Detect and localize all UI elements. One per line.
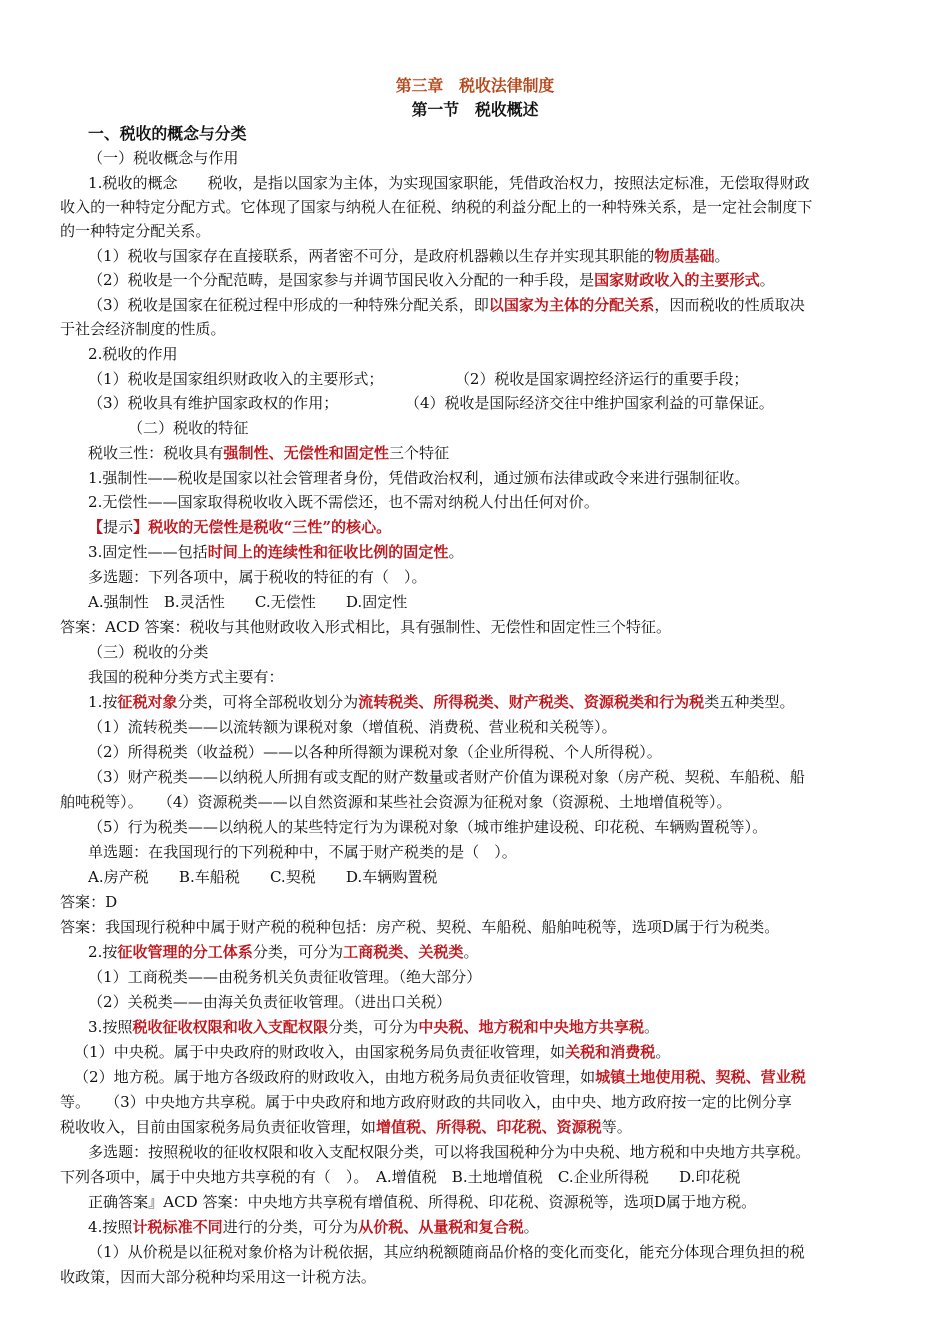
class-3-central: （1）中央税。属于中央政府的财政收入，由国家税务局负责征收管理，如关税和消费税。 (74, 1043, 671, 1061)
classification-intro: 我国的税种分类方式主要有： (88, 668, 284, 686)
class-4-ad-valorem: （1）从价税是以征税对象价格为计税依据，其应纳税额随商品价格的变化而变化，能充分体现合理负担的税 (88, 1243, 805, 1261)
class-by-object: 1.按征税对象分类，可将全部税收划分为流转税类、所得税类、财产税类、资源税类和行为税类五种类型。 (88, 693, 795, 711)
section-title: 第一节 税收概述 (411, 100, 539, 119)
class-3-shared-cont: 税收收入，目前由国家税务局负责征收管理，如增值税、所得税、印花税、资源税等。 (60, 1118, 632, 1136)
role-line-1: （1）税收是国家组织财政收入的主要形式； (88, 370, 384, 388)
point-3: （3）税收是国家在征税过程中形成的一种特殊分配关系，即以国家为主体的分配关系，因而税收的性质取决 (88, 296, 805, 314)
answer-1: 答案：ACD 答案：税收与其他财政收入形式相比，具有强制性、无偿性和固定性三个特征。 (60, 618, 672, 636)
class-1-behavior: （5）行为税类——以纳税人的某些特定行为为课税对象（城市维护建设税、印花税、车辆购置税等）。 (88, 818, 768, 836)
class-1-property-resource: 舶吨税等）。 （4）资源税类——以自然资源和某些社会资源为征税对象（资源税、土地增值税等）。 (60, 793, 732, 811)
answer-2-explain: 答案：我国现行税种中属于财产税的税种包括：房产税、契税、车船税、船舶吨税等，选项D属于行为税类。 (60, 918, 780, 936)
feature-gratuitous: 2.无偿性——国家取得税收收入既不需偿还，也不需对纳税人付出任何对价。 (88, 493, 599, 511)
answer-3: 正确答案』ACD 答案：中央地方共享税有增值税、所得税、印花税、资源税等，选项D属于地方税。 (88, 1193, 757, 1211)
question-3-cont: 下列各项中，属于中央地方共享税的有（ ）。 A.增值税 B.土地增值税 C.企业所得税 D.印花税 (60, 1168, 741, 1186)
class-1-turnover: （1）流转税类——以流转额为课税对象（增值税、消费税、营业税和关税等）。 (88, 718, 617, 736)
class-by-authority: 3.按照税收征收权限和收入支配权限分类，可分为中央税、地方税和中央地方共享税。 (88, 1018, 660, 1036)
highlight-tip: 税收的无偿性是税收“三性”的核心。 (148, 518, 392, 536)
question-3: 多选题：按照税收的征收权限和收入支配权限分类，可以将我国税种分为中央税、地方税和中央地方共享税。 (88, 1143, 811, 1161)
highlight-state-subject-distribution: 以国家为主体的分配关系 (488, 296, 655, 314)
point-1: （1）税收与国家存在直接联系，两者密不可分，是政府机器赖以生存并实现其职能的物质基础。 (88, 247, 730, 265)
heading-concept-classification: 一、税收的概念与分类 (88, 124, 247, 143)
class-3-local: （2）地方税。属于地方各级政府的财政收入，由地方税务局负责征收管理，如城镇土地使用税、契税、营业税 (74, 1068, 806, 1086)
role-line-3: （3）税收具有维护国家政权的作用； (88, 394, 339, 412)
tip-line: 【提示】税收的无偿性是税收“三性”的核心。 (88, 518, 392, 536)
definition-line-1: 1.税收的概念 税收，是指以国家为主体，为实现国家职能，凭借政治权力，按照法定标准，无偿取得财政 (88, 174, 810, 192)
role-heading: 2.税收的作用 (88, 345, 178, 363)
subheading-classification: （三）税收的分类 (88, 643, 209, 661)
class-4-ad-valorem-cont: 收政策，因而大部分税种均采用这一计税方法。 (60, 1268, 376, 1286)
definition-line-3: 的一种特定分配关系。 (60, 222, 211, 240)
feature-fixed: 3.固定性——包括时间上的连续性和征收比例的固定性。 (88, 543, 464, 561)
subheading-features: （二）税收的特征 (128, 419, 249, 437)
question-1: 多选题：下列各项中，属于税收的特征的有（ ）。 (88, 568, 427, 586)
question-1-options: A.强制性 B.灵活性 C.无偿性 D.固定性 (88, 593, 408, 611)
role-line-4: （4）税收是国际经济交往中维护国家利益的可靠保证。 (405, 394, 774, 412)
feature-compulsory: 1.强制性——税收是国家以社会管理者身份，凭借政治权利，通过颁布法律或政令来进行强制征收。 (88, 469, 750, 487)
highlight-three-features: 强制性、无偿性和固定性 (223, 444, 389, 462)
answer-2-key: 答案：D (60, 893, 118, 911)
class-2-customs: （2）关税类——由海关负责征收管理。（进出口关税） (88, 993, 452, 1011)
question-2: 单选题：在我国现行的下列税种中，不属于财产税类的是（ ）。 (88, 843, 517, 861)
class-1-income: （2）所得税类（收益税）——以各种所得额为课税对象（企业所得税、个人所得税）。 (88, 743, 662, 761)
tip-label: 提示 (103, 518, 134, 536)
highlight-material-basis: 物质基础 (654, 247, 715, 265)
definition-line-2: 收入的一种特定分配方式。它体现了国家与纳税人在征税、纳税的利益分配上的一种特殊关系，是一定社会制度下 (60, 198, 813, 216)
point-3-cont: 于社会经济制度的性质。 (60, 320, 226, 338)
point-2: （2）税收是一个分配范畴，是国家参与并调节国民收入分配的一种手段，是国家财政收入的主要形式。 (88, 271, 775, 289)
class-1-property: （3）财产税类——以纳税人所拥有或支配的财产数量或者财产价值为课税对象（房产税、契税、车船税、船 (88, 768, 805, 786)
class-3-shared: 等。 （3）中央地方共享税。属于中央政府和地方政府财政的共同收入，由中央、地方政府按一定的比例分享 (60, 1093, 792, 1111)
three-features: 税收三性：税收具有强制性、无偿性和固定性三个特征 (88, 444, 450, 462)
class-2-commerce: （1）工商税类——由税务机关负责征收管理。（绝大部分） (88, 968, 482, 986)
highlight-main-revenue-form: 国家财政收入的主要形式 (594, 271, 760, 289)
question-2-options: A.房产税 B.车船税 C.契税 D.车辆购置税 (88, 868, 438, 886)
class-by-management: 2.按征收管理的分工体系分类，可分为工商税类、关税类。 (88, 943, 479, 961)
chapter-title: 第三章 税收法律制度 (395, 76, 555, 95)
class-by-standard: 4.按照计税标准不同进行的分类，可分为从价税、从量税和复合税。 (88, 1218, 539, 1236)
subheading-concept-role: （一）税收概念与作用 (88, 149, 239, 167)
role-line-2: （2）税收是国家调控经济运行的重要手段； (455, 370, 749, 388)
highlight-fixed: 时间上的连续性和征收比例的固定性 (207, 543, 449, 561)
